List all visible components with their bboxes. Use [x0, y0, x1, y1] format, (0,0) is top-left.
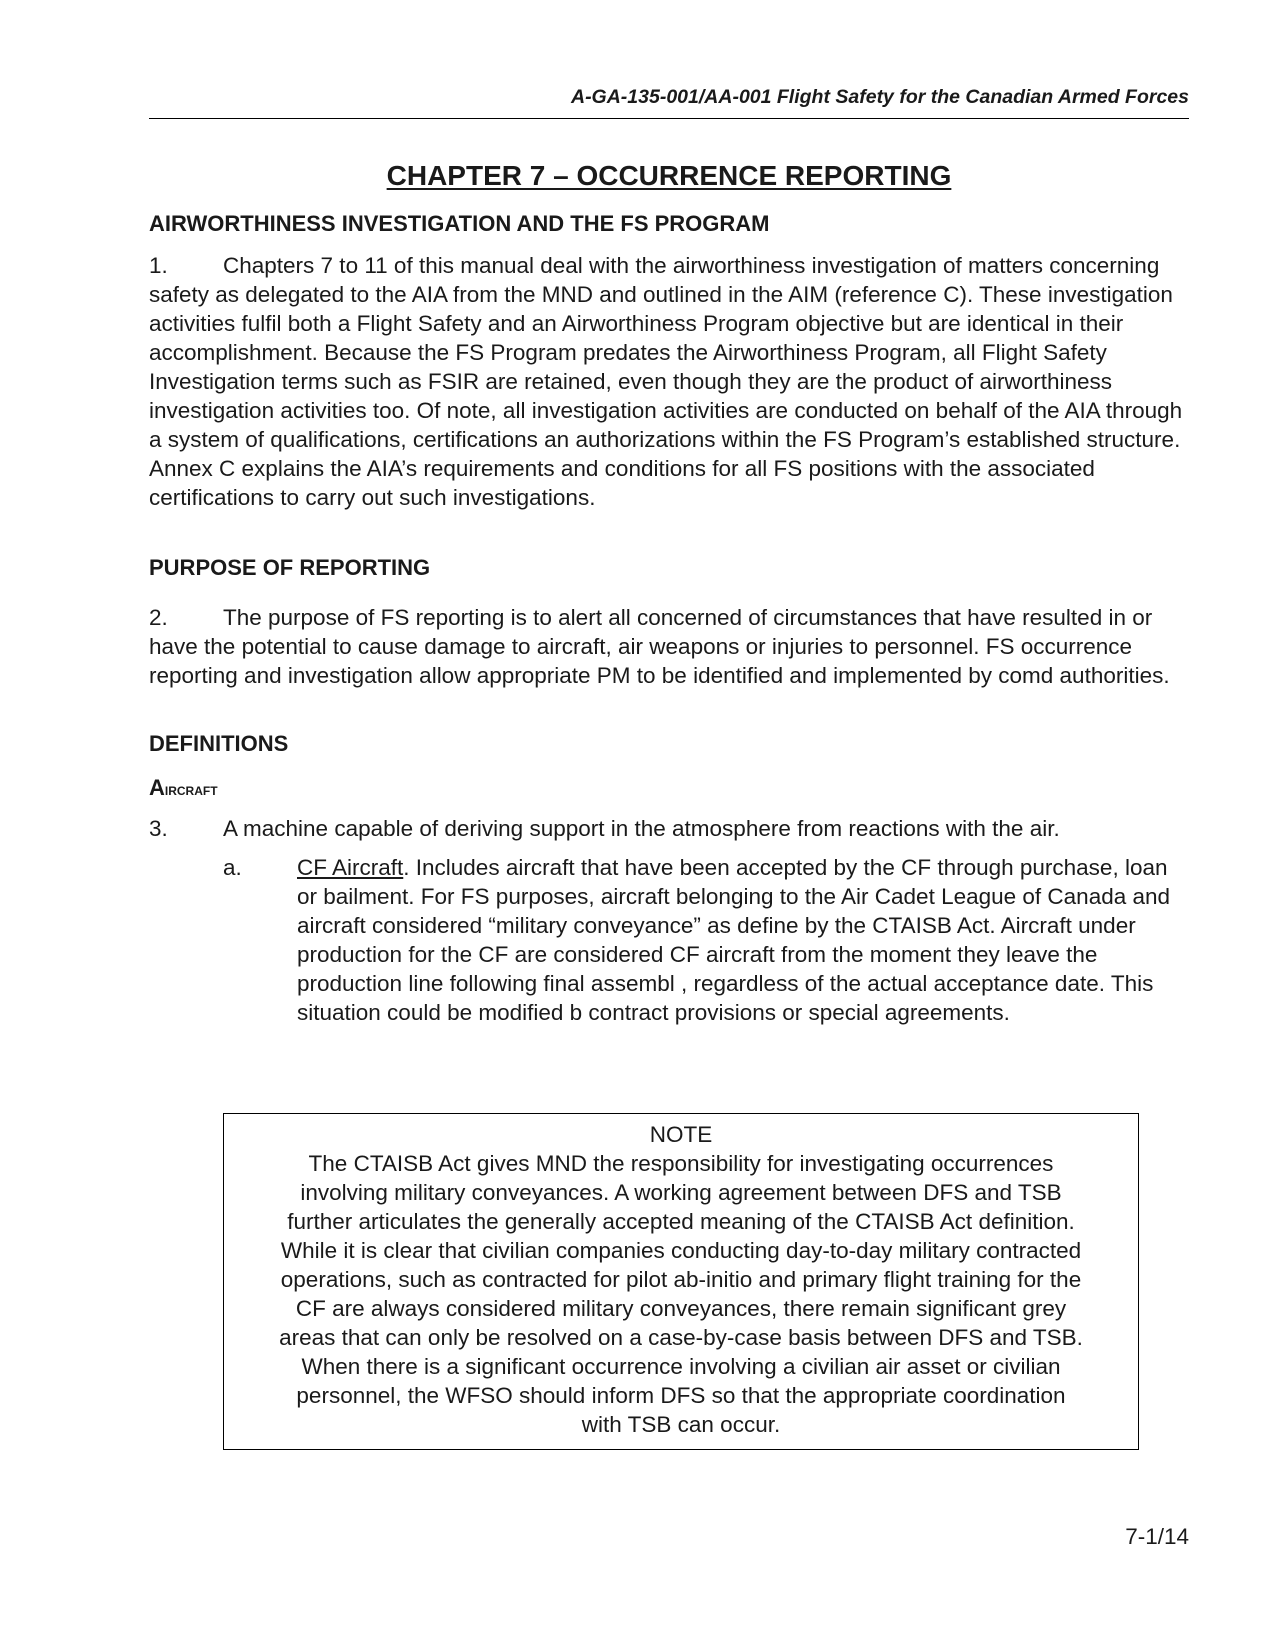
paragraph-number: 3.: [149, 816, 168, 841]
paragraph-text: A machine capable of deriving support in the atmosphere from reactions with the air.: [223, 816, 1060, 841]
paragraph-1: [149, 251, 1189, 512]
defined-term: CF Aircraft: [297, 855, 404, 880]
note-box: [223, 1113, 1139, 1450]
page-number: 7-1/14: [1125, 1524, 1189, 1549]
subparagraph-text: . Includes aircraft that have been accepted by the CF through purchase, loan or bailment. For FS purposes, aircraft belonging to the Air Cadet League of Canada and aircraft considered “military conveyance” as define by the CTAISB Act. Aircraft under production for the CF are considered CF aircraft from the moment they leave the production line following final assembl , regardless of the actual acceptance date. This situation could be modified b contract provisions or special agreements.: [297, 855, 1171, 1025]
paragraph-text: Chapters 7 to 11 of this manual deal with the airworthiness investigation of matters concerning safety as delegated to the AIA from the MND and outlined in the AIM (reference C). These investigation activities fulfil both a Flight Safety and an Airworthiness Program objective but are identical in their accomplishment. Because the FS Program predates the Airworthiness Program, all Flight Safety Investigation terms such as FSIR are retained, even though they are the product of airworthiness investigation activities too. Of note, all investigation activities are conducted on behalf of the AIA through a system of qualifications, certifications an authorizations within the FS Program’s established structure. Annex C explains the AIA’s requirements and conditions for all FS positions with the associated certifications to carry out such investigations.: [149, 253, 1183, 510]
header-rule: [149, 118, 1189, 119]
running-header: A-GA-135-001/AA-001 Flight Safety for the Canadian Armed Forces: [570, 86, 1189, 108]
subheading-rest: ircraft: [164, 780, 218, 799]
subheading-initial: A: [149, 775, 165, 800]
paragraph-text: The purpose of FS reporting is to alert all concerned of circumstances that have resulted in or have the potential to cause damage to aircraft, air weapons or injuries to personnel. FS occurrence reporting and investigation allow appropriate PM to be identified and implemented by comd authorities.: [149, 605, 1170, 688]
note-title: NOTE: [649, 1122, 713, 1147]
section-heading-definitions: DEFINITIONS: [149, 731, 289, 756]
section-heading-purpose: PURPOSE OF REPORTING: [149, 555, 431, 580]
paragraph-3: [149, 814, 1189, 843]
paragraph-2: [149, 603, 1189, 690]
subheading-aircraft: [149, 775, 218, 801]
subparagraph-body: [297, 853, 1189, 1027]
subparagraph-a: [223, 853, 1189, 1027]
paragraph-number: 1.: [149, 253, 168, 278]
section-heading-airworthiness: AIRWORTHINESS INVESTIGATION AND THE FS PROGRAM: [149, 211, 770, 236]
chapter-title: CHAPTER 7 – OCCURRENCE REPORTING: [386, 160, 952, 191]
subparagraph-letter: a.: [223, 855, 242, 880]
note-text: The CTAISB Act gives MND the responsibility for investigating occurrences involving military conveyances. A working agreement between DFS and TSB further articulates the generally accepted meaning of the CTAISB Act definition. While it is clear that civilian companies conducting day-to-day military contracted operations, such as contracted for pilot ab-initio and primary flight training for the CF are always considered military conveyances, there remain significant grey areas that can only be resolved on a case-by-case basis between DFS and TSB. When there is a significant occurrence involving a civilian air asset or civilian personnel, the WFSO should inform DFS so that the appropriate coordination with TSB can occur.: [279, 1151, 1083, 1437]
paragraph-number: 2.: [149, 605, 168, 630]
